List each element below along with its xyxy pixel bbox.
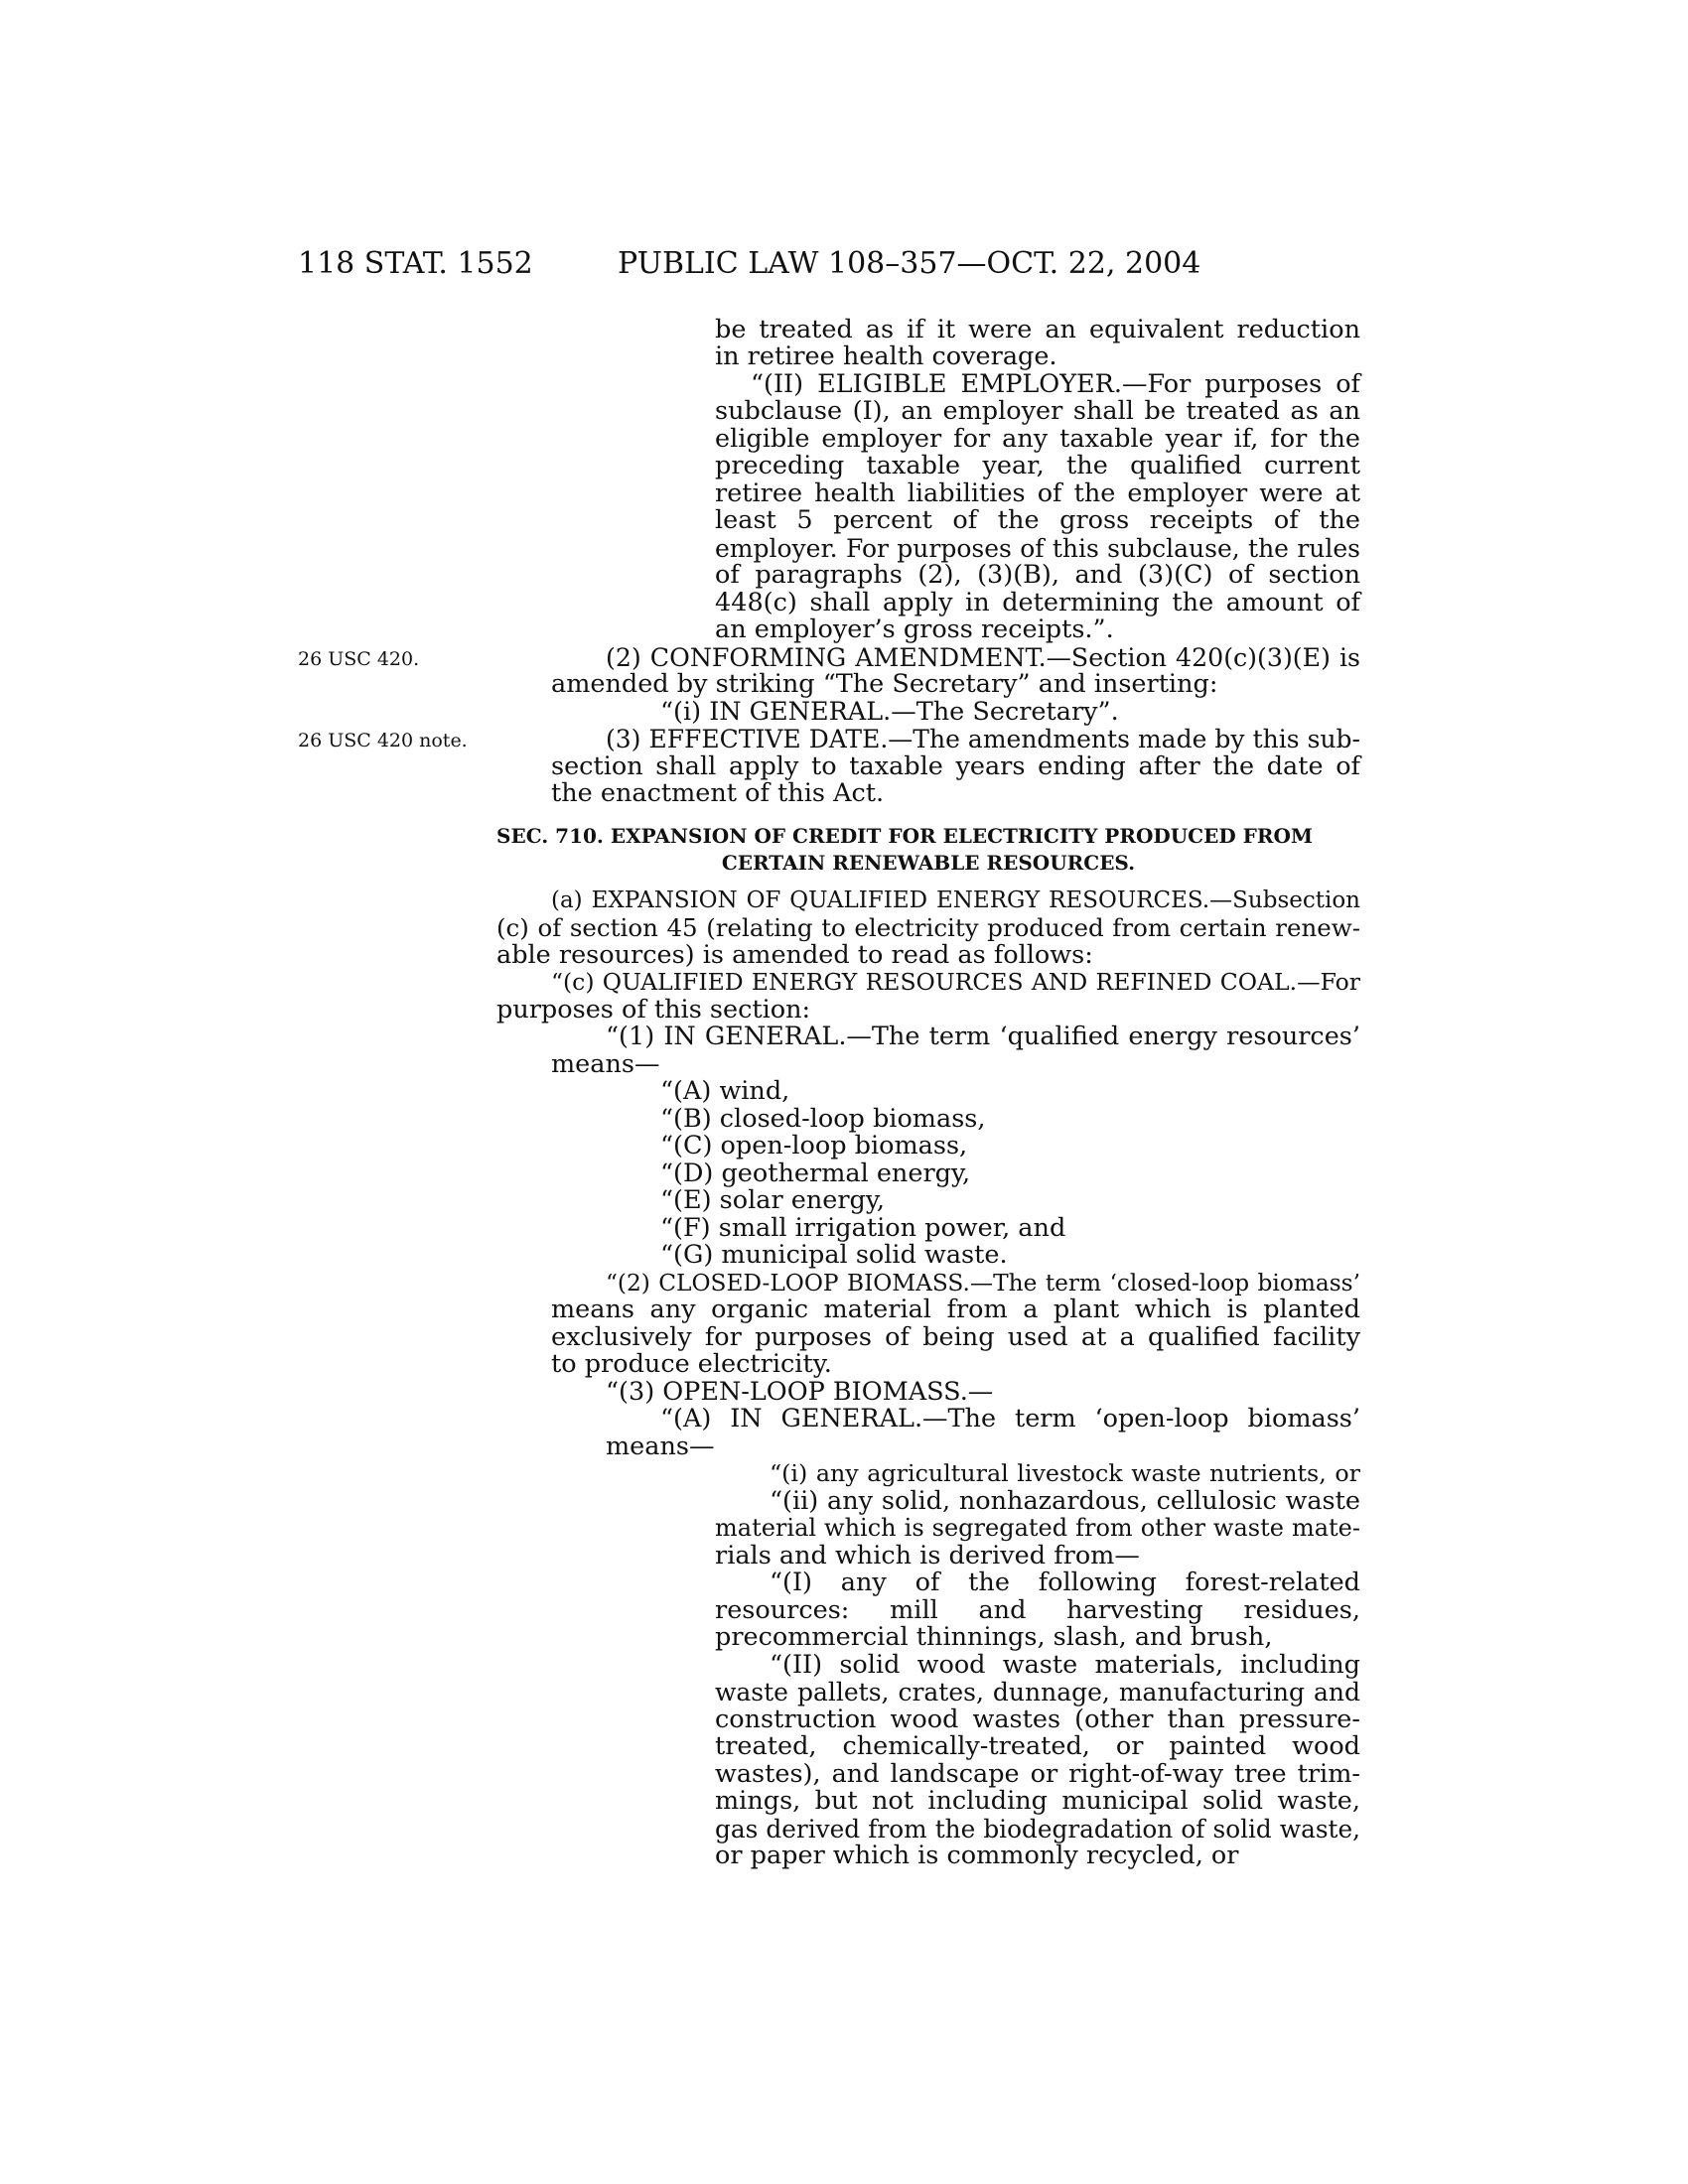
body-line: “(ii) any solid, nonhazardous, cellulosic waste: [770, 1486, 1360, 1516]
body-line: be treated as if it were an equivalent reduction: [715, 315, 1360, 344]
list-item: “(G) municipal solid waste.: [660, 1240, 1008, 1270]
body-line: “(A) IN GENERAL.—The term ‘open-loop biomass’: [660, 1404, 1360, 1433]
body-line: means—: [606, 1432, 715, 1461]
list-item: “(F) small irrigation power, and: [660, 1213, 1066, 1243]
body-line: retiree health liabilities of the employer were at: [715, 478, 1360, 508]
list-item: “(D) geothermal energy,: [660, 1159, 971, 1188]
body-line: “(3) OPEN-LOOP BIOMASS.—: [606, 1377, 994, 1407]
body-line: subclause (I), an employer shall be treated as an: [715, 396, 1360, 426]
body-line: “(I) any of the following forest-related: [770, 1568, 1360, 1597]
body-line: able resources) is amended to read as follows:: [496, 940, 1093, 970]
body-line: material which is segregated from other waste mate-: [715, 1514, 1360, 1542]
list-item: “(E) solar energy,: [660, 1185, 885, 1215]
body-line: rials and which is derived from—: [715, 1541, 1140, 1570]
list-item: “(B) closed-loop biomass,: [660, 1104, 986, 1134]
body-line: wastes), and landscape or right-of-way tree trim-: [715, 1759, 1360, 1789]
body-line: “(i) any agricultural livestock waste nutrients, or: [770, 1459, 1360, 1487]
body-line: 448(c) shall apply in determining the amount of: [715, 588, 1360, 617]
body-line: eligible employer for any taxable year if, for the: [715, 424, 1360, 454]
body-line: exclusively for purposes of being used at a qualified facility: [551, 1322, 1360, 1352]
body-line: waste pallets, crates, dunnage, manufacturing and: [715, 1678, 1360, 1706]
body-line: amended by striking “The Secretary” and inserting:: [551, 669, 1218, 699]
statute-page-number: 118 STAT. 1552: [298, 246, 533, 281]
body-line: or paper which is commonly recycled, or: [715, 1841, 1239, 1870]
margin-note-26-usc-420: 26 USC 420.: [298, 648, 420, 670]
page-header: [0, 246, 1688, 286]
body-line: “(II) solid wood waste materials, including: [770, 1650, 1360, 1680]
body-line: (a) EXPANSION OF QUALIFIED ENERGY RESOURCES.—Subsection: [551, 887, 1360, 913]
section-heading-line-2: CERTAIN RENEWABLE RESOURCES.: [721, 851, 1136, 875]
body-line: “(II) ELIGIBLE EMPLOYER.—For purposes of: [751, 369, 1360, 399]
body-line: “(2) CLOSED-LOOP BIOMASS.—The term ‘closed-loop biomass’: [606, 1270, 1360, 1297]
body-line: in retiree health coverage.: [715, 341, 1057, 371]
body-line: least 5 percent of the gross receipts of the: [715, 505, 1360, 535]
body-line: “(i) IN GENERAL.—The Secretary”.: [660, 697, 1119, 727]
body-line: treated, chemically-treated, or painted wood: [715, 1731, 1360, 1761]
body-line: (c) of section 45 (relating to electricity produced from certain renew-: [496, 913, 1360, 942]
body-line: (2) CONFORMING AMENDMENT.—Section 420(c)(3)(E) is: [606, 643, 1360, 672]
public-law-title: PUBLIC LAW 108–357—OCT. 22, 2004: [618, 246, 1201, 281]
body-line: employer. For purposes of this subclause, the rules: [715, 534, 1360, 563]
body-line: of paragraphs (2), (3)(B), and (3)(C) of section: [715, 560, 1360, 590]
body-line: purposes of this section:: [496, 995, 811, 1024]
body-line: the enactment of this Act.: [551, 778, 885, 808]
body-line: to produce electricity.: [551, 1349, 832, 1379]
list-item: “(A) wind,: [660, 1076, 790, 1106]
body-line: precommercial thinnings, slash, and brush,: [715, 1622, 1273, 1652]
body-line: “(1) IN GENERAL.—The term ‘qualified energy resources’: [606, 1022, 1360, 1051]
body-line: preceding taxable year, the qualified current: [715, 451, 1360, 480]
body-line: an employer’s gross receipts.”.: [715, 614, 1114, 644]
body-line: gas derived from the biodegradation of solid waste,: [715, 1815, 1360, 1843]
body-line: means—: [551, 1049, 660, 1079]
body-line: section shall apply to taxable years ending after the date of: [551, 751, 1360, 781]
body-line: (3) EFFECTIVE DATE.—The amendments made by this sub-: [606, 725, 1360, 753]
body-line: resources: mill and harvesting residues,: [715, 1595, 1360, 1625]
body-line: construction wood wastes (other than pressure-: [715, 1705, 1360, 1734]
margin-note-26-usc-420-note: 26 USC 420 note.: [298, 730, 468, 751]
section-heading-line-1: SEC. 710. EXPANSION OF CREDIT FOR ELECTRICITY PRODUCED FROM: [496, 824, 1314, 848]
body-line: mings, but not including municipal solid waste,: [715, 1786, 1360, 1816]
body-line: means any organic material from a plant which is planted: [551, 1295, 1360, 1324]
list-item: “(C) open-loop biomass,: [660, 1131, 968, 1160]
body-line: “(c) QUALIFIED ENERGY RESOURCES AND REFINED COAL.—For: [551, 968, 1360, 996]
